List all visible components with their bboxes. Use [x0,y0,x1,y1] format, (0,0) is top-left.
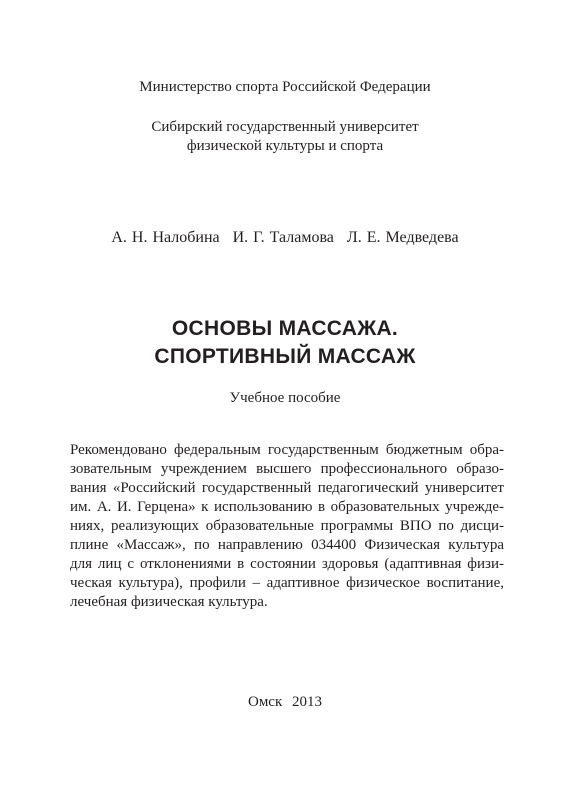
author-1: А. Н. Налобина [111,229,220,246]
recommendation-line: зовательным учреждением высшего профессионального образо- [70,461,504,477]
book-title-line-2: СПОРТИВНЫЙ МАССАЖ [154,345,416,368]
authors [0,229,570,247]
recommendation-line: плине «Массаж», по направлению 034400 Физическая культура [70,537,504,553]
recommendation-line: вания «Российский государственный педагогический университет [70,480,504,496]
book-title [0,315,570,371]
book-title-line-1: ОСНОВЫ МАССАЖА. [171,317,399,340]
university-name-line-1: Сибирский государственный университет [151,119,419,135]
recommendation-line: ческая культура), профили – адаптивное физическое воспитание, [70,575,504,591]
book-subtitle: Учебное пособие [229,390,341,406]
university-name-line-2: физической культуры и спорта [186,138,384,154]
recommendation-line: им. А. И. Герцена» к использованию в образовательных учрежде- [70,499,504,515]
imprint [0,693,570,711]
author-2: И. Г. Таламова [232,229,334,246]
recommendation-line: лечебная физическая культура. [70,594,268,610]
university-name [0,118,570,156]
recommendation-line: для лиц с отклонениями в состоянии здоровья (адаптивная физи- [70,556,504,572]
recommendation-line: Рекомендовано федеральным государственным бюджетным обра- [70,442,504,458]
recommendation-line: ниях, реализующих образовательные программы ВПО по дисци- [70,518,504,534]
ministry-name: Министерство спорта Российской Федерации [139,79,431,95]
imprint-year: 2013 [292,694,323,710]
author-3: Л. Е. Медведева [346,229,459,246]
recommendation-paragraph [70,441,504,612]
imprint-city: Омск [247,694,283,710]
